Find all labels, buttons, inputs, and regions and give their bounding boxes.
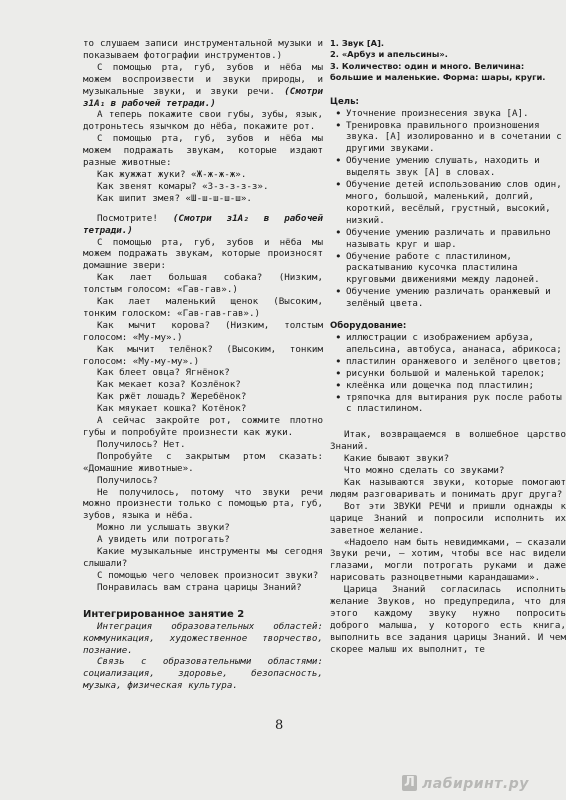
goals-list — [330, 108, 566, 310]
paragraph: Получилось? Нет. — [97, 438, 186, 450]
paragraph: А сейчас закройте рот, сожмите плотно губы и попробуйте произнести как жуки. — [83, 415, 323, 438]
paragraph: «Надоело нам быть невидимками, — сказали Звуки речи, — хотим, чтобы все нас видели глазами, могли потрогать руками и даже нарисовать разноцветными карандашами». — [330, 536, 566, 584]
workbook-reference: (Смотри з1А₂ в рабочей тетради.) — [83, 212, 323, 236]
paragraph: Как мекает коза? Козлёнок? — [97, 379, 241, 391]
section-title: Интегрированное занятие 2 — [83, 608, 245, 620]
list-item: • рисунки большой и маленькой тарелок; — [330, 368, 566, 380]
topic-heading: 2. «Арбуз и апельсины». — [330, 49, 448, 60]
list-item: • Обучение умению слушать, находить и выделять звук [А] в словах. — [330, 155, 566, 179]
topic-heading: 3. Количество: один и много. Величина: большие и маленькие. Форма: шары, круги. — [330, 60, 546, 83]
list-item: • пластилин оранжевого и зелёного цветов; — [330, 356, 566, 368]
paragraph: Как шипит змея? «Ш-ш-ш-ш-ш». — [97, 192, 252, 204]
paragraph: А увидеть или потрогать? — [97, 534, 230, 546]
paragraph: Как мычит корова? (Низким, толстым голосом: «Му-му».) — [83, 319, 323, 343]
paragraph: Как называются звуки, которые помогают людям разговаривать и понимать друг друга? — [330, 477, 566, 500]
paragraph: С помощью рта, губ, зубов и нёба мы можем подражать звукам, которые издают разные животные: — [83, 133, 323, 169]
paragraph: Попробуйте с закрытым ртом сказать: «Домашние животные». — [83, 450, 323, 474]
paragraph: Как звенят комары? «З-з-з-з-з». — [97, 180, 269, 192]
paragraph: С помощью рта, губ, зубов и нёба мы можем подражать звукам, которые произносят домашние звери: — [83, 236, 323, 272]
left-column — [83, 38, 323, 692]
list-item: • Обучение детей использованию слов один, много, большой, маленький, долгий, короткий, весёлый, грустный, высокий, низкий. — [330, 179, 566, 227]
paragraph: Как жужжат жуки? «Ж-ж-ж-ж». — [97, 168, 247, 180]
equipment-list — [330, 332, 566, 415]
paragraph: Не получилось, потому что звуки речи можно произнести только с помощью рта, губ, зубов, языка и нёба. — [83, 486, 323, 522]
paragraph: Как мычит телёнок? (Высоким, тонким голосом: «Му-му-му».) — [83, 343, 323, 367]
paragraph: Можно ли услышать звуки? — [97, 522, 230, 534]
paragraph: Итак, возвращаемся в волшебное царство Знаний. — [330, 429, 566, 453]
paragraph: Вот эти ЗВУКИ РЕЧИ и пришли однажды к царице Знаний и попросили исполнить их заветное желание. — [330, 500, 566, 536]
integration-note: Интеграция образовательных областей: коммуникация, художественное творчество, познание. — [83, 620, 323, 656]
workbook-reference: (Смотри з1А₁ в рабочей тетради.) — [83, 85, 323, 109]
list-item: • Обучение умению различать и правильно называть круг и шар. — [330, 227, 566, 251]
page-number: 8 — [275, 718, 284, 733]
list-item: • иллюстрации с изображением арбуза, апельсина, автобуса, ананаса, абрикоса; — [330, 332, 566, 356]
list-item: • Тренировка правильного произношения звука. [А] изолированно и в сочетании с другими звуками. — [330, 120, 566, 156]
list-item: • клеёнка или дощечка под пластилин; — [330, 380, 566, 392]
paragraph: С помощью чего человек произносит звуки? — [97, 569, 319, 581]
paragraph: Посмотрите! (Смотри з1А₂ в рабочей тетради.) — [83, 212, 323, 236]
list-item: • Обучение работе с пластилином, раскатыванию кусочка пластилина круговыми движениями между ладоней. — [330, 251, 566, 287]
right-column — [330, 38, 566, 656]
paragraph: то слушаем записи инструментальной музыки и показываем фотографии инструментов.) — [83, 38, 323, 61]
paragraph: Как лает маленький щенок (Высоким, тонким голоском: «Гав-гав-гав».) — [83, 296, 323, 319]
paragraph: Как мяукает кошка? Котёнок? — [97, 403, 247, 415]
list-item: • тряпочка для вытирания рук после работы с пластилином. — [330, 392, 566, 416]
paragraph: А теперь покажите свои губы, зубы, язык, дотроньтесь язычком до нёба, покажите рот. — [83, 109, 323, 133]
topic-heading: 1. Звук [А]. — [330, 38, 385, 48]
labirint-logo-icon: Л — [402, 775, 417, 791]
list-item: • Уточнение произнесения звука [А]. — [330, 108, 566, 120]
paragraph: Получилось? — [97, 474, 158, 486]
paragraph: Какие музыкальные инструменты мы сегодня слышали? — [83, 546, 323, 569]
paragraph: Как ржёт лошадь? Жеребёнок? — [97, 391, 247, 403]
watermark: лабиринт.ру — [422, 776, 529, 792]
list-item: • Обучение умению различать оранжевый и зелёный цвета. — [330, 286, 566, 310]
links-note: Связь с образовательными областями: социализация, здоровье, безопасность, музыка, физическая культура. — [83, 656, 323, 692]
equipment-title: Оборудование: — [330, 321, 407, 332]
paragraph: Как лает большая собака? (Низким, толстым голосом: «Гав-гав».) — [83, 272, 323, 296]
paragraph: Царица Знаний согласилась исполнить желание Звуков, но предупредила, что для этого каждому звуку нужно попросить доброго малыша, у которого есть книга, выполнить все задания царицы Знаний. И чем скорее малыш их выполнит, те — [330, 584, 566, 655]
paragraph: С помощью рта, губ, зубов и нёба мы можем воспроизвести и звуки природы, и музыкальные звуки, и звуки речи. (Смотри з1А₁ в рабочей тетради.) — [83, 61, 323, 109]
goals-title: Цель: — [330, 96, 359, 107]
paragraph: Что можно сделать со звуками? — [344, 465, 505, 477]
paragraph: Как блеет овца? Ягнёнок? — [97, 367, 230, 379]
paragraph: Какие бывают звуки? — [344, 453, 450, 465]
paragraph: Понравилась вам страна царицы Знаний? — [97, 581, 302, 593]
